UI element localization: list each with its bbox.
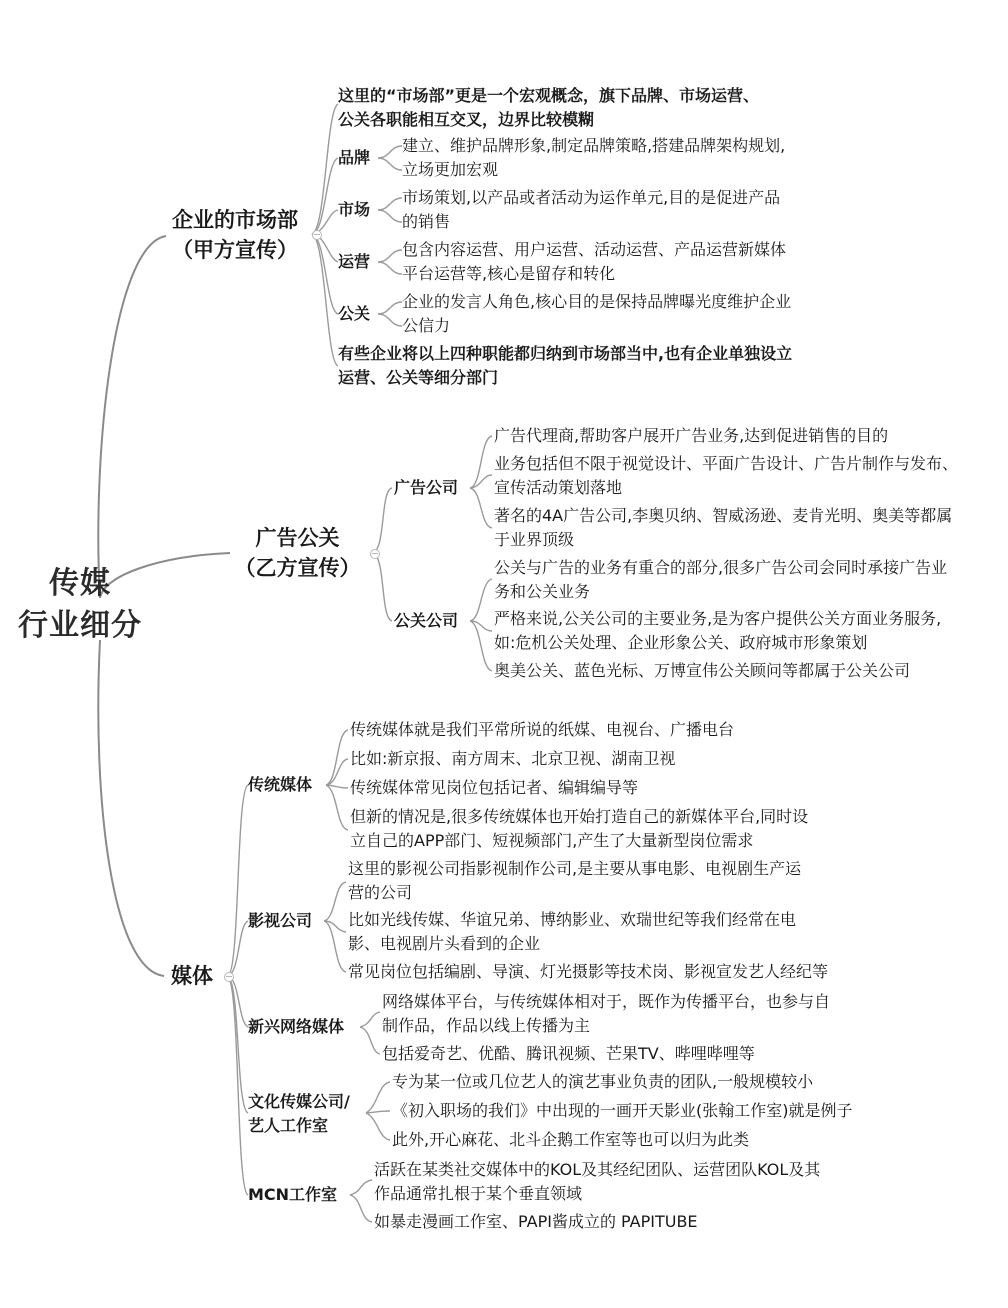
market-outro-line-2: 运营、公关等细分部门 (338, 368, 499, 387)
root-line-1: 传媒 (49, 566, 111, 601)
market-item-market-label[interactable]: 市场 (338, 200, 371, 219)
branch-market-title-line-2: （甲方宣传） (172, 238, 298, 262)
mcn-item-1: 活跃在某类社交媒体中的KOL及其经纪团队、运营团队KOL及其 (374, 1160, 821, 1179)
film-item-2: 营的公司 (348, 883, 413, 902)
branch-market-title-line-1: 企业的市场部 (172, 208, 298, 232)
root-topic[interactable] (10, 563, 150, 647)
traditional-item-2: 比如:新京报、南方周末、北京卫视、湖南卫视 (350, 749, 676, 768)
branch-media-title[interactable]: 媒体 (171, 964, 213, 988)
ad-item-3: 宣传活动策划落地 (494, 478, 623, 497)
film-item-4: 影、电视剧片头看到的企业 (348, 934, 541, 953)
media-studio-label[interactable] (248, 1090, 350, 1138)
mcn-item-3: 如暴走漫画工作室、PAPI酱成立的 PAPITUBE (374, 1212, 698, 1231)
film-item-1: 这里的影视公司指影视制作公司,是主要从事电影、电视剧生产运 (348, 859, 802, 878)
market-intro-line-1: 这里的“市场部”更是一个宏观概念，旗下品牌、市场运营、 (338, 86, 760, 105)
traditional-item-5: 立自己的APP部门、短视频部门,产生了大量新型岗位需求 (350, 831, 754, 850)
ad-item-5: 于业界顶级 (494, 530, 575, 549)
mcn-item-2: 作品通常扎根于某个垂直领域 (374, 1184, 583, 1203)
media-mcn-label[interactable]: MCN工作室 (248, 1185, 338, 1204)
market-item-ops-label[interactable]: 运营 (338, 252, 371, 271)
film-item-3: 比如光线传媒、华谊兄弟、博纳影业、欢瑞世纪等我们经常在电 (348, 910, 797, 929)
ad-item-1: 广告代理商,帮助客户展开广告业务,达到促进销售的目的 (494, 426, 889, 445)
adpr-pr-company-label[interactable]: 公关公司 (394, 611, 459, 630)
market-item-brand-label[interactable]: 品牌 (338, 148, 371, 167)
collapse-toggle-icon[interactable] (224, 972, 234, 982)
pr-item-1: 公关与广告的业务有重合的部分,很多广告公司会同时承接广告业 (494, 558, 948, 577)
branch-adpr-title[interactable] (225, 523, 370, 583)
traditional-item-4: 但新的情况是,很多传统媒体也开始打造自己的新媒体平台,同时设 (350, 807, 809, 826)
media-traditional-label[interactable]: 传统媒体 (248, 775, 313, 794)
root-line-2: 行业细分 (18, 608, 142, 643)
collapse-toggle-icon[interactable] (370, 549, 380, 559)
traditional-item-3: 传统媒体常见岗位包括记者、编辑编导等 (350, 778, 639, 797)
media-film-label[interactable]: 影视公司 (248, 911, 313, 930)
online-item-1: 网络媒体平台，与传统媒体相对于，既作为传播平台，也参与自 (382, 992, 831, 1011)
adpr-ad-company-label[interactable]: 广告公司 (394, 478, 459, 497)
market-intro-line-2: 公关各职能相互交叉，边界比较模糊 (338, 110, 595, 129)
market-item-pr-desc-2: 公信力 (402, 316, 451, 335)
market-item-ops-desc-2: 平台运营等,核心是留存和转化 (402, 264, 616, 283)
media-studio-label-line-1: 文化传媒公司/ (248, 1092, 350, 1111)
pr-item-5: 奥美公关、蓝色光标、万博宣伟公关顾问等都属于公关公司 (494, 661, 911, 680)
market-outro-line-1: 有些企业将以上四种职能都归纳到市场部当中,也有企业单独设立 (338, 344, 793, 363)
market-item-pr-label[interactable]: 公关 (338, 304, 371, 323)
branch-market-title[interactable] (160, 205, 310, 265)
branch-adpr-title-line-2: （乙方宣传） (234, 556, 361, 580)
media-online-label[interactable]: 新兴网络媒体 (248, 1017, 345, 1036)
traditional-item-1: 传统媒体就是我们平常所说的纸媒、电视台、广播电台 (350, 720, 735, 739)
online-item-2: 制作品，作品以线上传播为主 (382, 1016, 591, 1035)
collapse-toggle-icon[interactable] (312, 230, 322, 240)
market-item-market-desc-1: 市场策划,以产品或者活动为运作单元,目的是促进产品 (402, 188, 781, 207)
online-item-3: 包括爱奇艺、优酷、腾讯视频、芒果TV、哔哩哔哩等 (382, 1044, 755, 1063)
studio-item-1: 专为某一位或几位艺人的演艺事业负责的团队,一般规模较小 (392, 1072, 814, 1091)
ad-item-4: 著名的4A广告公司,李奥贝纳、智威汤逊、麦肯光明、奥美等都属 (494, 506, 953, 525)
pr-item-3: 严格来说,公关公司的主要业务,是为客户提供公关方面业务服务, (494, 609, 942, 628)
market-item-ops-desc-1: 包含内容运营、用户运营、活动运营、产品运营新媒体 (402, 240, 787, 259)
pr-item-2: 务和公关业务 (494, 582, 591, 601)
studio-item-2: 《初入职场的我们》中出现的一画开天影业(张翰工作室)就是例子 (392, 1101, 853, 1120)
media-studio-label-line-2: 艺人工作室 (248, 1116, 329, 1135)
ad-item-2: 业务包括但不限于视觉设计、平面广告设计、广告片制作与发布、 (494, 454, 959, 473)
pr-item-4: 如:危机公关处理、企业形象公关、政府城市形象策划 (494, 633, 868, 652)
branch-adpr-title-line-1: 广告公关 (255, 526, 340, 550)
market-item-pr-desc-1: 企业的发言人角色,核心目的是保持品牌曝光度维护企业 (402, 292, 792, 311)
film-item-5: 常见岗位包括编剧、导演、灯光摄影等技术岗、影视宣发艺人经纪等 (348, 962, 829, 981)
market-item-brand-desc-1: 建立、维护品牌形象,制定品牌策略,搭建品牌架构规划, (402, 136, 786, 155)
market-item-market-desc-2: 的销售 (402, 212, 451, 231)
market-item-brand-desc-2: 立场更加宏观 (402, 160, 499, 179)
studio-item-3: 此外,开心麻花、北斗企鹅工作室等也可以归为此类 (392, 1130, 750, 1149)
